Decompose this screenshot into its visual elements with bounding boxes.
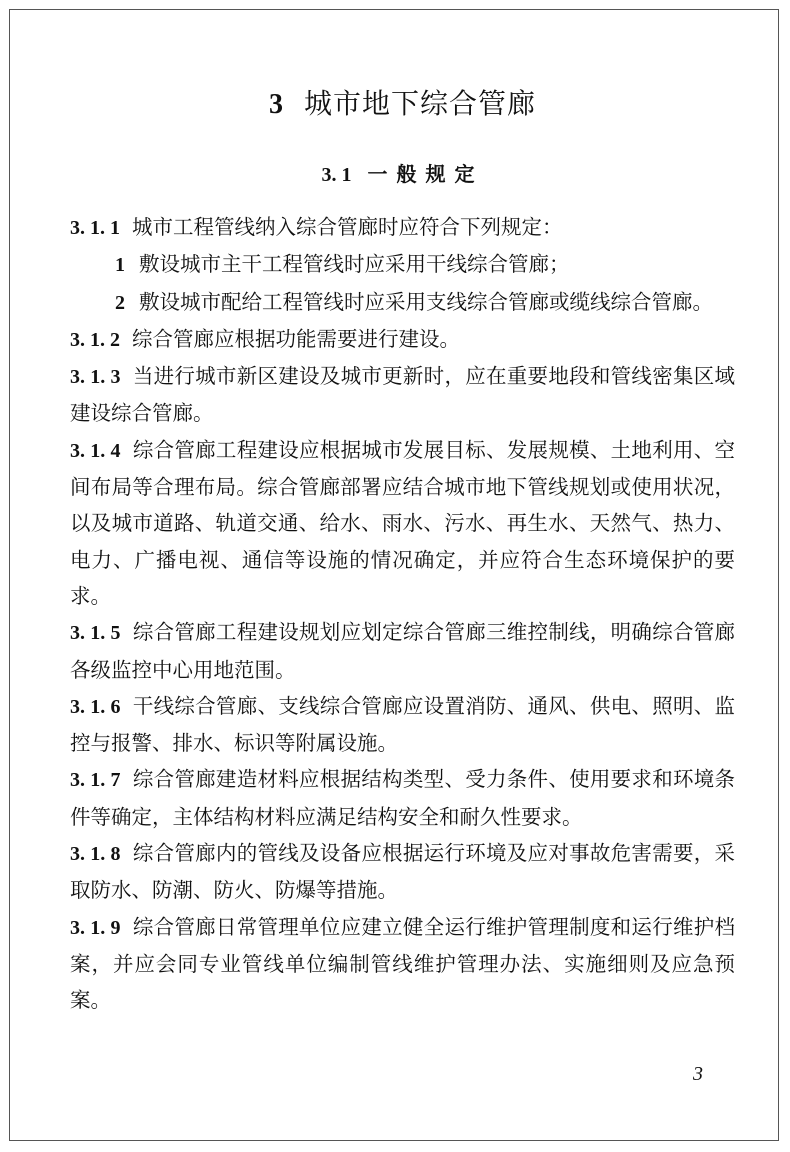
- item-number: 2: [115, 291, 125, 314]
- clause-3-1-2: [70, 321, 735, 358]
- clause-list: [70, 209, 735, 1019]
- clause-number: 3. 1. 4: [70, 439, 121, 462]
- clause-text: 综合管廊日常管理单位应建立健全运行维护管理制度和运行维护档案，并应会同专业管线单位编制管线维护管理办法、实施细则及应急预案。: [70, 914, 736, 1013]
- clause-item-2: [70, 284, 735, 321]
- item-text: 敷设城市主干工程管线时应采用干线综合管廊；: [139, 252, 570, 277]
- clause-number: 3. 1. 5: [70, 622, 121, 645]
- clause-number: 3. 1. 8: [70, 843, 121, 866]
- section-title-text: 一般规定: [367, 162, 484, 186]
- document-page: [9, 9, 779, 1141]
- clause-text: 城市工程管线纳入综合管廊时应符合下列规定：: [132, 215, 563, 239]
- item-number: 1: [115, 254, 125, 277]
- clause-number: 3. 1. 2: [70, 328, 120, 351]
- item-text: 敷设城市配给工程管线时应采用支线综合管廊或缆线综合管廊。: [139, 289, 713, 314]
- clause-3-1-3: [70, 358, 735, 432]
- section-title: [70, 158, 735, 187]
- clause-text: 综合管廊应根据功能需要进行建设。: [132, 326, 460, 351]
- clause-3-1-8: [70, 835, 735, 909]
- chapter-title: [70, 82, 735, 122]
- clause-3-1-9: [70, 909, 735, 1019]
- clause-item-1: [70, 246, 735, 283]
- clause-number: 3. 1. 3: [70, 366, 121, 389]
- clause-text: 当进行城市新区建设及城市更新时，应在重要地段和管线密集区域建设综合管廊。: [70, 364, 736, 426]
- clause-number: 3. 1. 1: [70, 217, 120, 239]
- section-number: 3. 1: [321, 164, 352, 186]
- page-number: 3: [693, 1063, 703, 1085]
- clause-number: 3. 1. 9: [70, 916, 121, 939]
- clause-3-1-4: [70, 432, 735, 614]
- clause-text: 干线综合管廊、支线综合管廊应设置消防、通风、供电、照明、监控与报警、排水、标识等附属设施。: [70, 693, 736, 756]
- clause-text: 综合管廊建造材料应根据结构类型、受力条件、使用要求和环境条件等确定，主体结构材料应满足结构安全和耐久性要求。: [70, 767, 736, 829]
- clause-3-1-5: [70, 614, 735, 688]
- clause-3-1-6: [70, 688, 735, 762]
- clause-number: 3. 1. 7: [70, 769, 121, 792]
- clause-3-1-7: [70, 761, 735, 835]
- chapter-number: 3: [268, 89, 284, 120]
- clause-text: 综合管廊内的管线及设备应根据运行环境及应对事故危害需要，采取防水、防潮、防火、防爆等措施。: [70, 841, 736, 903]
- clause-number: 3. 1. 6: [70, 695, 121, 718]
- clause-text: 综合管廊工程建设规划应划定综合管廊三维控制线，明确综合管廊各级监控中心用地范围。: [70, 620, 736, 682]
- clause-text: 综合管廊工程建设应根据城市发展目标、发展规模、土地利用、空间布局等合理布局。综合管廊部署应结合城市地下管线规划或使用状况，以及城市道路、轨道交通、给水、雨水、污水、再生水、天然气、热力、电力、广播电视、通信等设施的情况确定，并应符合生态环境保护的要求。: [70, 437, 736, 608]
- clause-3-1-1: [70, 209, 735, 246]
- chapter-title-text: 城市地下综合管廊: [303, 87, 536, 120]
